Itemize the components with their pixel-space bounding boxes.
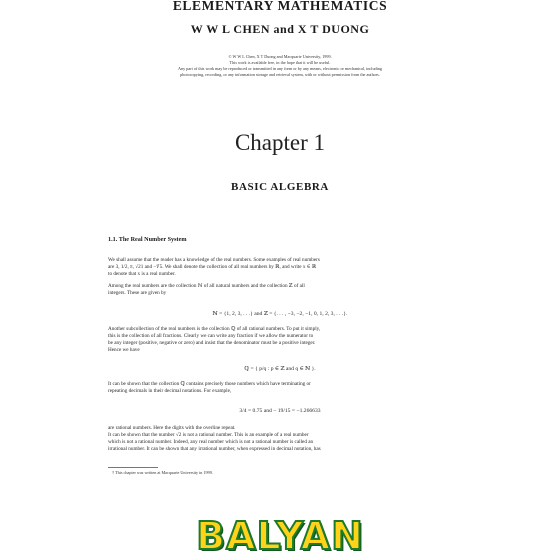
footnote-rule xyxy=(108,467,158,468)
footnote: † This chapter was written at Macquarie University in 1999. xyxy=(112,470,213,475)
text-line: We shall assume that the reader has a knowledge of the real numbers. Some examples of real numbers xyxy=(108,257,320,263)
text-line: irrational number. It can be shown that any irrational number, when expressed in decimal notation, has xyxy=(108,446,321,452)
text-line: to denote that x is a real number. xyxy=(108,271,176,277)
text-line: this is the collection of all fractions. Clearly we can write any fraction if we allow the numerator to xyxy=(108,333,314,339)
section-heading: 1.1. The Real Number System xyxy=(108,236,187,243)
paragraph-decimals xyxy=(108,381,452,395)
text-line: are rational numbers. Here the digits with the overline repeat. xyxy=(108,425,236,431)
watermark-logo: BALYAN xyxy=(196,514,364,558)
text-line: be any integer (positive, negative or zero) and insist that the denominator must be a positive integer. xyxy=(108,340,316,346)
text-line: repeating decimals in their decimal notations. For example, xyxy=(108,388,232,394)
chapter-title: BASIC ALGEBRA xyxy=(231,181,329,193)
text-line: Among the real numbers are the collection ℕ of all natural numbers and the collection ℤ of all xyxy=(108,283,305,289)
text-line: which is not a rational number. Indeed, any real number which is not a rational number is called an xyxy=(108,439,314,445)
text-line: It can be shown that the number √2 is not a rational number. This is an example of a real number xyxy=(108,432,309,438)
text-line: are 3, 1/2, π, √21 and −∛5. We shall denote the collection of all real numbers by ℝ, and write x ∈ ℝ xyxy=(108,264,317,270)
chapter-heading: Chapter 1 xyxy=(234,130,326,155)
text-line: Another subcollection of the real numbers is the collection ℚ of all rational numbers. To put it simply, xyxy=(108,326,321,332)
authors: W W L CHEN and X T DUONG xyxy=(190,22,370,36)
equation-sets: ℕ = {1, 2, 3, . . .} and ℤ = {. . . , −3, −2, −1, 0, 1, 2, 3, . . .}. xyxy=(212,311,348,317)
copyright-line: Any part of this work may be reproduced or transmitted in any form or by any means, electronic or mechanical, including xyxy=(178,66,382,71)
copyright-line: © W W L Chen, X T Duong and Macquarie University, 1999. xyxy=(228,54,332,59)
equation-rationals: ℚ = { p/q : p ∈ ℤ and q ∈ ℕ }. xyxy=(244,366,316,372)
book-title: ELEMENTARY MATHEMATICS xyxy=(172,0,388,13)
paragraph-rationals xyxy=(108,326,452,354)
paragraph-intro xyxy=(108,257,452,278)
copyright-line: This work is available free, in the hope that it will be useful. xyxy=(229,60,331,65)
text-line: It can be shown that the collection ℚ contains precisely those numbers which have terminating or xyxy=(108,381,311,387)
paragraph-irrationals xyxy=(108,425,452,453)
text-line: Hence we have xyxy=(108,347,140,353)
copyright-notice xyxy=(70,54,490,78)
text-line: integers. These are given by xyxy=(108,290,167,296)
equation-decimal-examples: 3/4 = 0.75 and − 19/15 = −1.266633 xyxy=(239,408,321,414)
paragraph-natural-integers xyxy=(108,283,452,297)
copyright-line: photocopying, recording, or any information storage and retrieval system, with or without permission from the authors. xyxy=(180,72,380,77)
